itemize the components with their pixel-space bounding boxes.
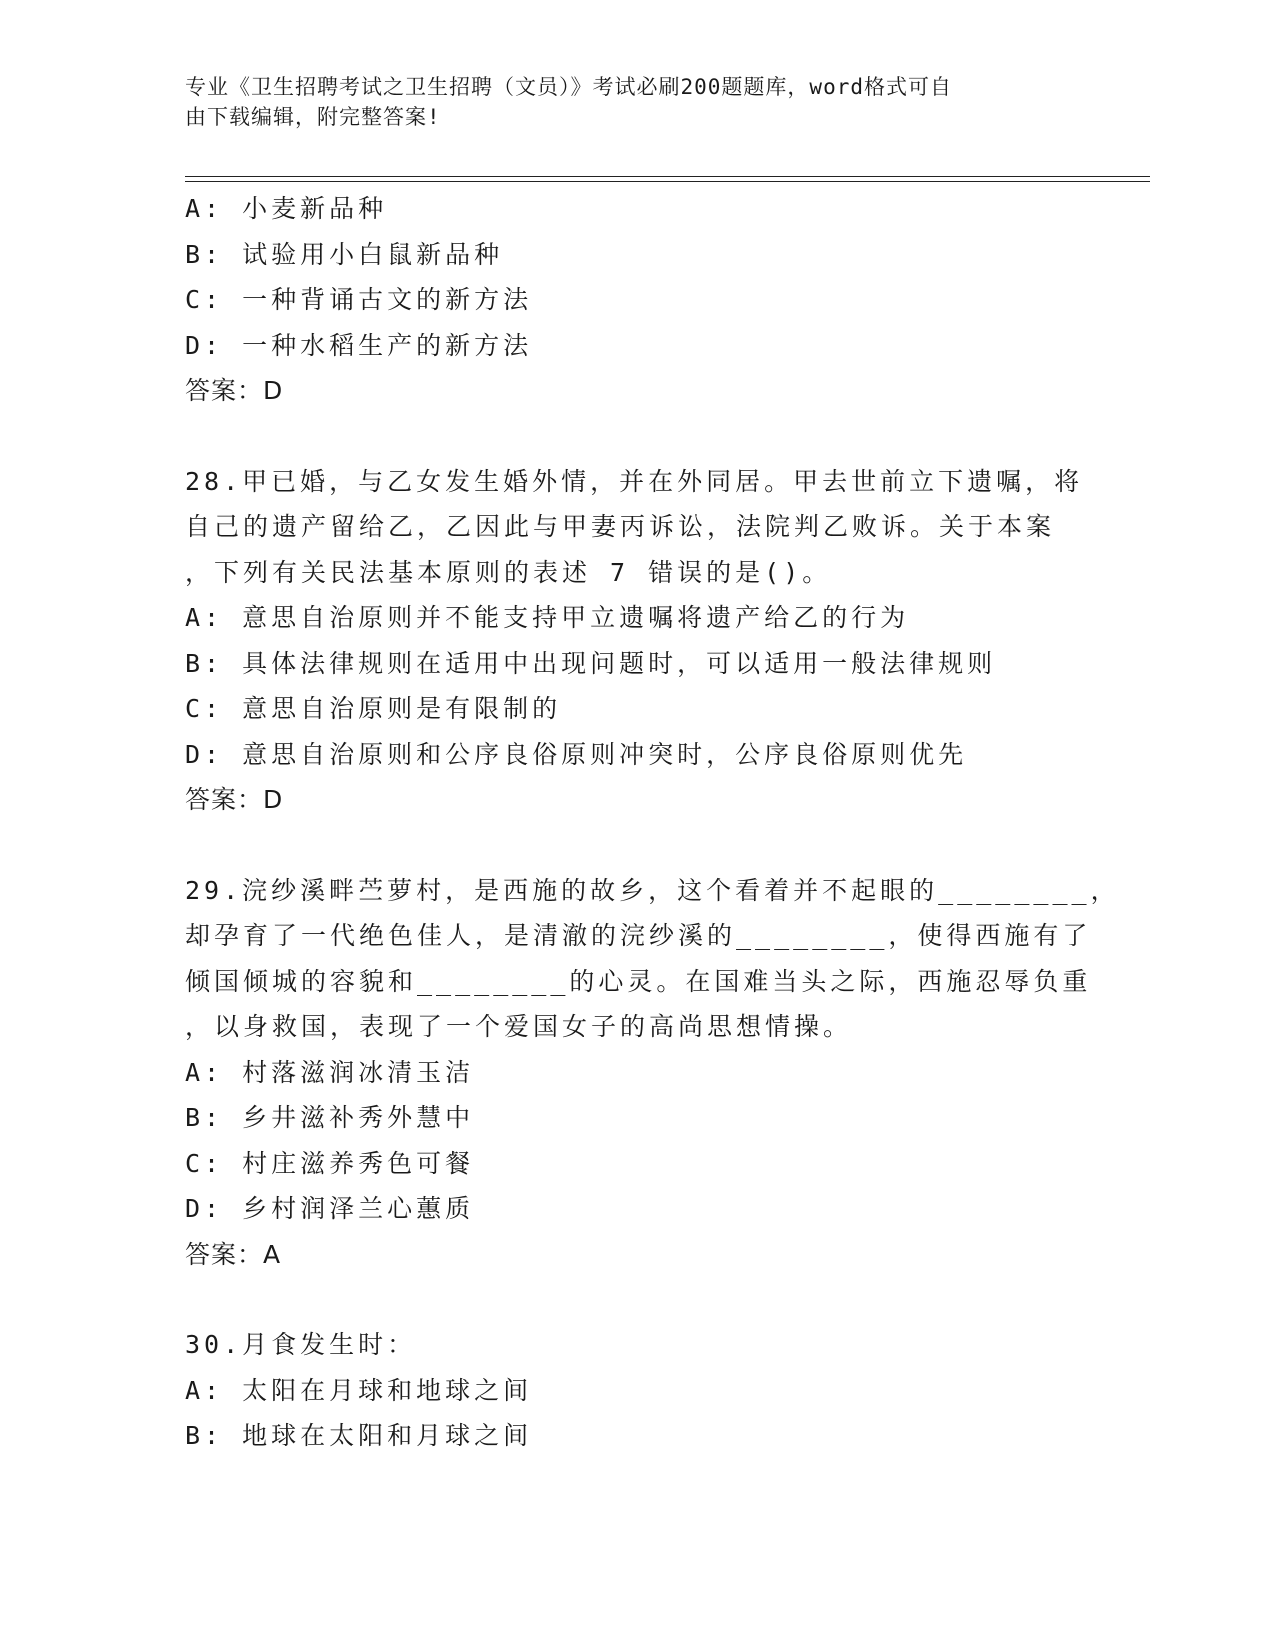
header-divider-top (185, 176, 1150, 177)
option-a: A: 村落滋润冰清玉洁 (185, 1057, 475, 1087)
question-29 (185, 868, 1120, 1278)
question-30 (185, 1322, 1085, 1459)
option-c: C: 村庄滋养秀色可餐 (185, 1148, 475, 1178)
question-stem-line: 倾国倾城的容貌和________的心灵。在国难当头之际，西施忍辱负重 (185, 966, 1092, 996)
option-c: C: 一种背诵古文的新方法 (185, 285, 533, 314)
option-a: A: 小麦新品种 (185, 194, 388, 223)
header-line-1: 专业《卫生招聘考试之卫生招聘（文员）》考试必刷200题题库，word格式可自 (185, 75, 952, 99)
option-d: D: 乡村润泽兰心蕙质 (185, 1194, 475, 1223)
option-a: A: 意思自治原则并不能支持甲立遗嘱将遗产给乙的行为 (185, 603, 910, 632)
question-stem-line: 却孕育了一代绝色佳人，是清澈的浣纱溪的________，使得西施有了 (185, 921, 1092, 950)
option-c: C: 意思自治原则是有限制的 (185, 694, 562, 723)
answer-label: 答案：A (185, 1239, 282, 1269)
option-b: B: 地球在太阳和月球之间 (185, 1421, 533, 1450)
header-divider-bottom (185, 181, 1150, 182)
question-27 (185, 186, 1085, 414)
question-stem-line: 30.月食发生时： (185, 1330, 417, 1359)
answer-label: 答案：D (185, 785, 284, 814)
answer-label: 答案：D (185, 376, 284, 405)
question-28 (185, 459, 1085, 823)
question-stem-line: ，以身救国，表现了一个爱国女子的高尚思想情操。 (185, 1012, 853, 1041)
question-stem-line: 自己的遗产留给乙，乙因此与甲妻丙诉讼，法院判乙败诉。关于本案 (185, 512, 1056, 541)
option-b: B: 试验用小白鼠新品种 (185, 239, 504, 269)
document-header (185, 72, 1065, 132)
question-stem-line: ，下列有关民法基本原则的表述 7 错误的是()。 (185, 557, 832, 587)
option-b: B: 具体法律规则在适用中出现问题时，可以适用一般法律规则 (185, 648, 997, 678)
header-line-2: 由下载编辑，附完整答案! (185, 105, 441, 129)
question-list (185, 186, 1120, 1459)
question-stem-line: 28.甲已婚，与乙女发生婚外情，并在外同居。甲去世前立下遗嘱，将 (185, 466, 1084, 496)
option-d: D: 一种水稻生产的新方法 (185, 330, 533, 360)
option-d: D: 意思自治原则和公序良俗原则冲突时，公序良俗原则优先 (185, 739, 968, 769)
question-stem-line: 29.浣纱溪畔苎萝村，是西施的故乡，这个看着并不起眼的________， (185, 875, 1120, 905)
option-b: B: 乡井滋补秀外慧中 (185, 1103, 475, 1132)
option-a: A: 太阳在月球和地球之间 (185, 1375, 533, 1405)
